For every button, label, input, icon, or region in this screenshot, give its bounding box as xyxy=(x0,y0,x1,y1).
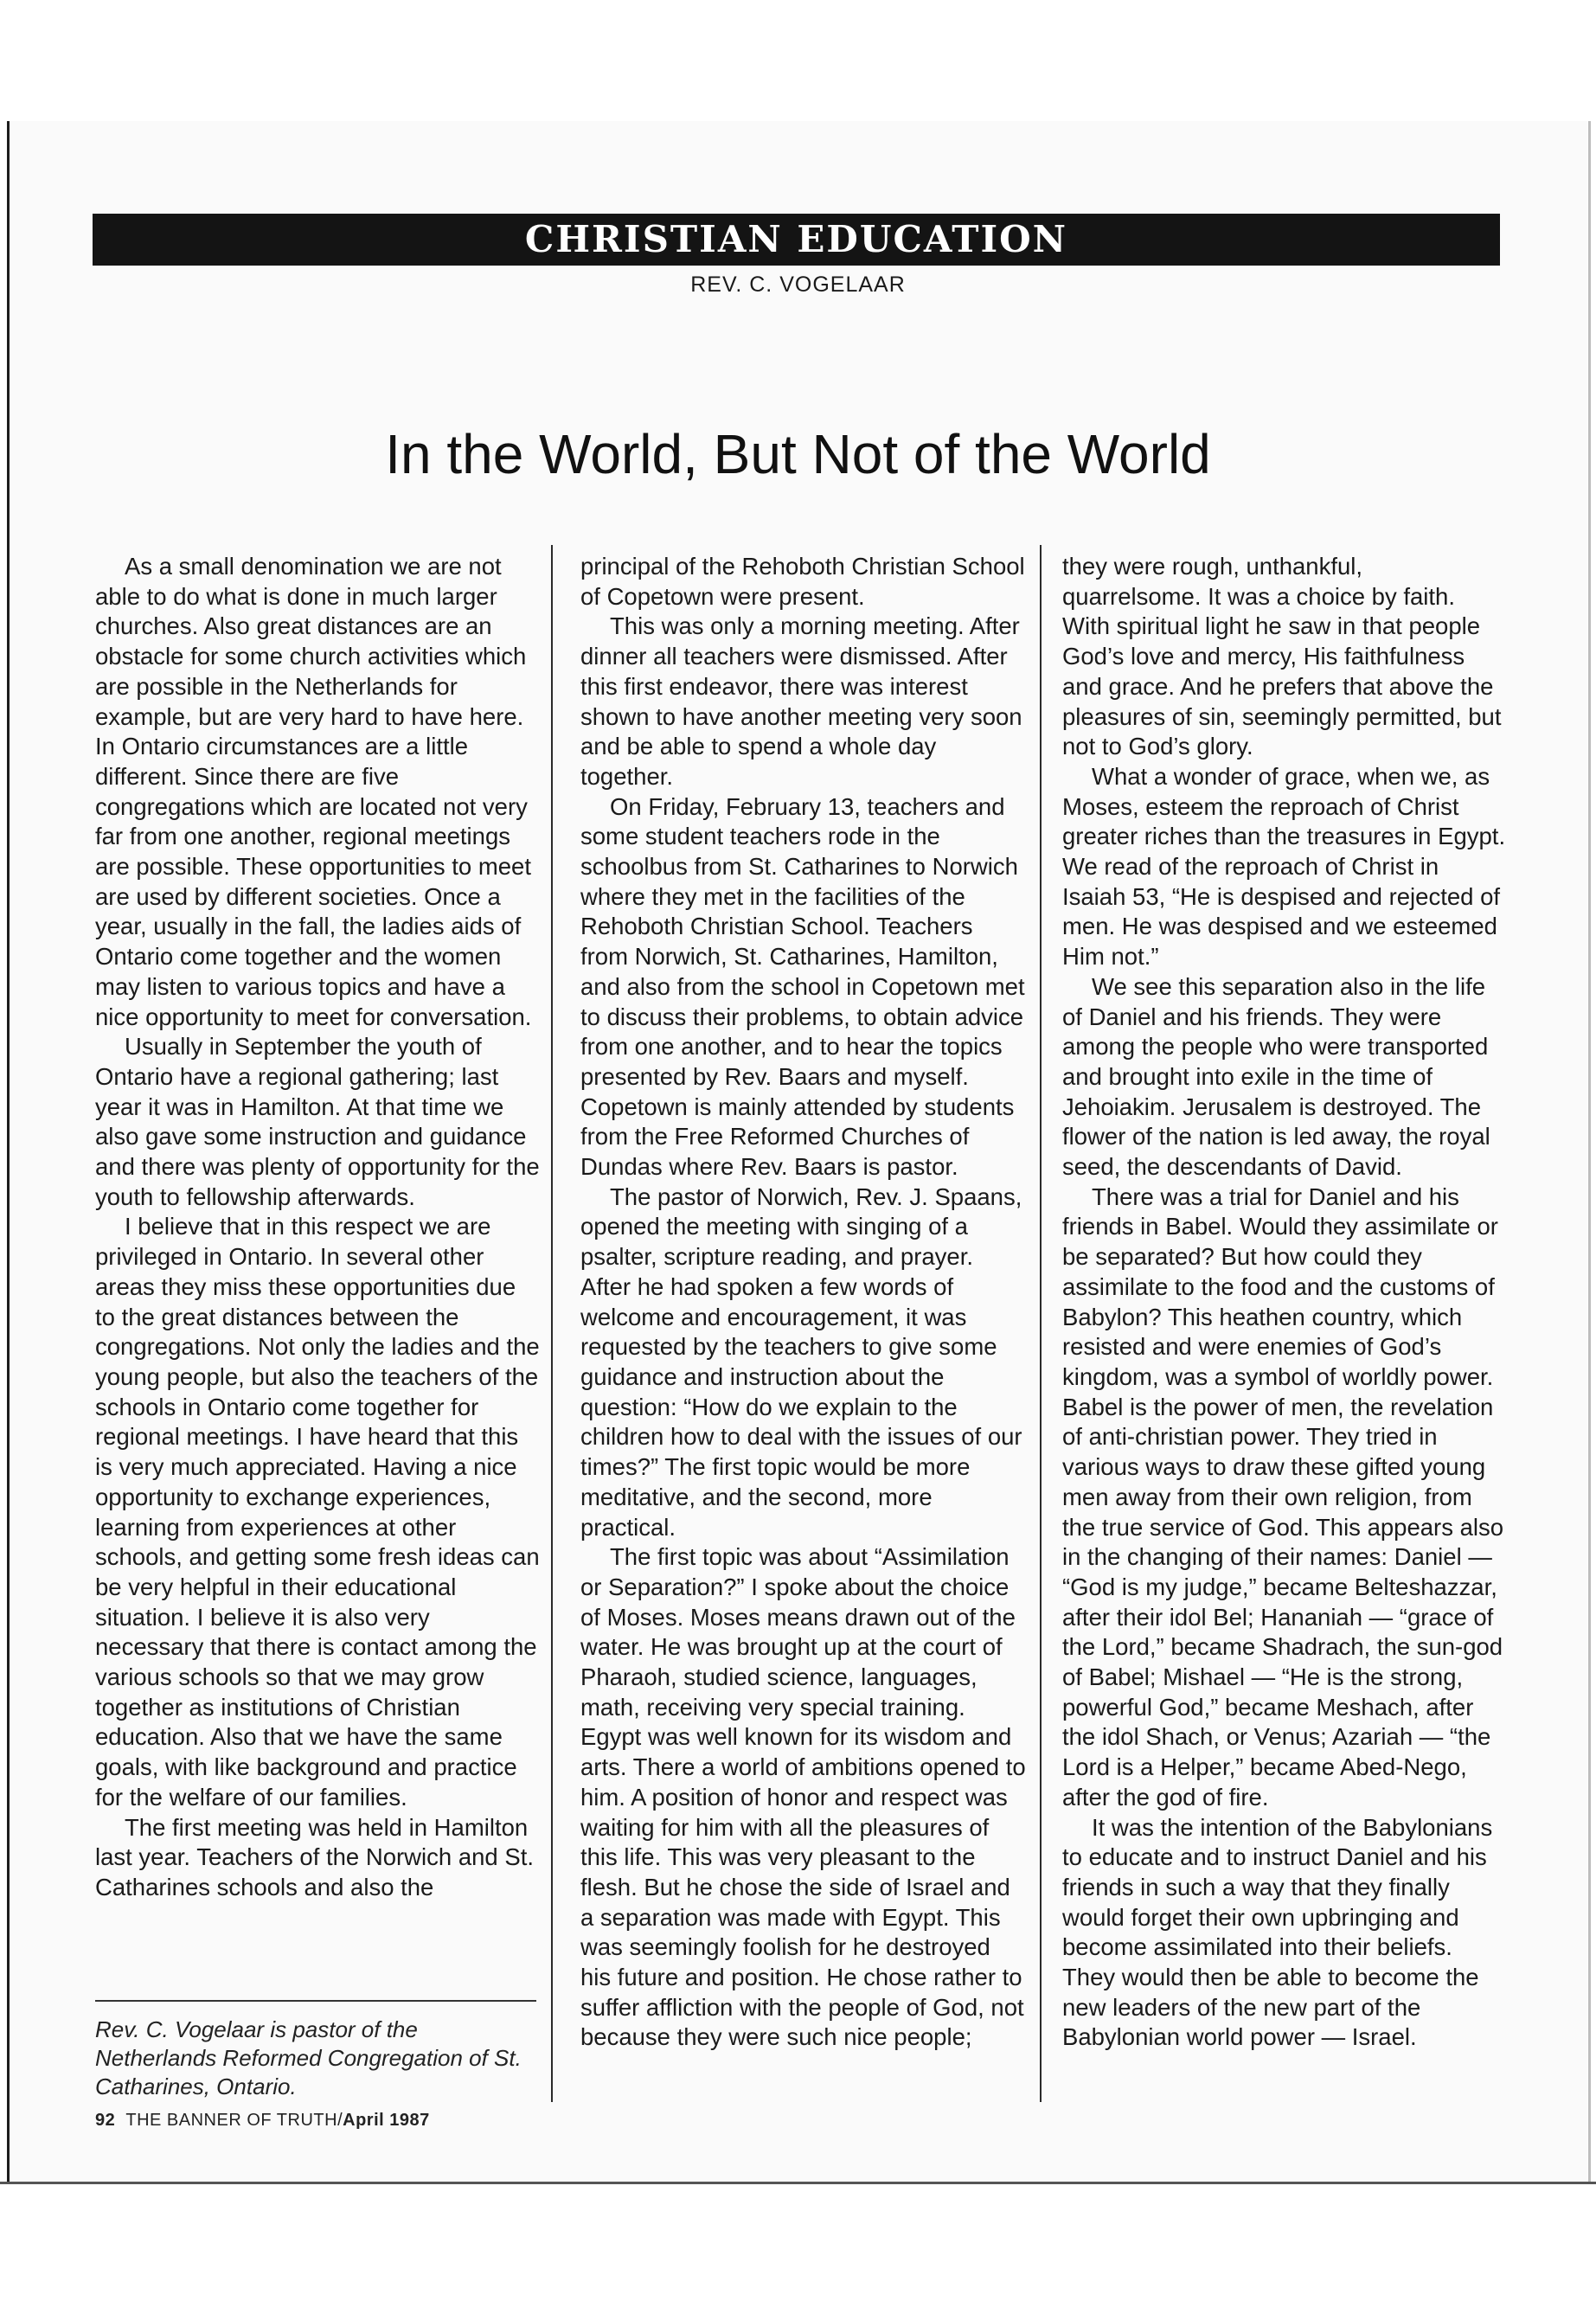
author-byline: REV. C. VOGELAAR xyxy=(690,272,906,297)
author-footnote: Rev. C. Vogelaar is pastor of the Netherlands Reformed Congregation of St. Catharines, Ontario. xyxy=(95,2016,522,2099)
page-number: 92 xyxy=(95,2111,116,2130)
column-2 xyxy=(580,552,1026,2053)
paragraph: I believe that in this respect we are privileged in Ontario. In several other areas they miss these opportunities due to the great distances between the congregations. Not only the ladies and the young people, but also the teachers of the schools in Ontario come together for regional meetings. I have heard that this is very much appreciated. Having a nice opportunity to exchange experiences, learning from experiences at other schools, and getting some fresh ideas can be very helpful in their educational situation. I believe it is also very necessary that there is contact among the various schools so that we may grow together as institutions of Christian education. Also that we have the same goals, with like background and practice for the welfare of our families. xyxy=(95,1213,540,1811)
paragraph: principal of the Rehoboth Christian School of Copetown were present. xyxy=(580,553,1025,610)
page-footer: 92 THE BANNER OF TRUTH/April 1987 xyxy=(95,2111,430,2130)
column-divider xyxy=(1040,545,1042,2102)
paragraph: This was only a morning meeting. After dinner all teachers were dismissed. After this first endeavor, there was interest shown to have another meeting very soon and be able to spend a whole day together. xyxy=(580,612,1022,790)
column-3 xyxy=(1062,552,1508,2053)
paragraph: As a small denomination we are not able to do what is done in much larger churches. Also great distances are an obstacle for some church activities which are possible in the Netherlands for example, but are very hard to have here. In Ontario circumstances are a little different. Since there are five congregations which are located not very far from one another, regional meetings are possible. These opportunities to meet are used by different societies. Once a year, usually in the fall, the ladies aids of Ontario come together and the women may listen to various topics and have a nice opportunity to meet for conversation. xyxy=(95,553,532,1030)
paragraph: Usually in September the youth of Ontario have a regional gathering; last year it was in Hamilton. At that time we also gave some instruction and guidance and there was plenty of opportunity for the youth to fellowship afterwards. xyxy=(95,1033,540,1210)
paragraph: We see this separation also in the life of Daniel and his friends. They were among the people who were transported and brought into exile in the time of Jehoiakim. Jerusalem is destroyed. The flower of the nation is led away, the royal seed, the descendants of David. xyxy=(1062,972,1490,1181)
paragraph: The pastor of Norwich, Rev. J. Spaans, opened the meeting with singing of a psalter, scripture reading, and prayer. After he had spoken a few words of welcome and encouragement, it was requested by the teachers to give some guidance and instruction about the question: “How do we explain to the children how to deal with the issues of our times?” The first topic would be more meditative, and the second, more practical. xyxy=(580,1183,1022,1541)
publication-name: THE BANNER OF TRUTH xyxy=(125,2111,338,2130)
column-1 xyxy=(95,552,541,1903)
article-title: In the World, But Not of the World xyxy=(385,423,1211,485)
paragraph: It was the intention of the Babylonians to educate and to instruct Daniel and his friends in such a way that they finally would forget their own upbringing and become assimilated into their beliefs. They would then be able to become the new leaders of the new part of the Babylonian world power — Israel. xyxy=(1062,1813,1493,2051)
issue-date: April 1987 xyxy=(343,2111,430,2130)
bottom-edge xyxy=(0,2182,1596,2184)
paragraph: What a wonder of grace, when we, as Moses, esteem the reproach of Christ greater riches than the treasures in Egypt. We read of the reproach of Christ in Isaiah 53, “He is despised and rejected of men. He was despised and we esteemed Him not.” xyxy=(1062,762,1506,971)
footnote-rule xyxy=(95,2000,536,2002)
paragraph: they were rough, unthankful, quarrelsome. It was a choice by faith. With spiritual light he saw in that people God’s love and mercy, His faithfulness and grace. And he prefers that above the pleasures of sin, seemingly permitted, but not to God’s glory. xyxy=(1062,553,1502,760)
paragraph: The first meeting was held in Hamilton last year. Teachers of the Norwich and St. Catharines schools and also the xyxy=(95,1813,534,1900)
paragraph: On Friday, February 13, teachers and some student teachers rode in the schoolbus from St. Catharines to Norwich where they met in the facilities of the Rehoboth Christian School. Teachers from Norwich, St. Catharines, Hamilton, and also from the school in Copetown met to discuss their problems, to obtain advice from one another, and to hear the topics presented by Rev. Baars and myself. Copetown is mainly attended by students from the Free Reformed Churches of Dundas where Rev. Baars is pastor. xyxy=(580,792,1025,1181)
paragraph: The first topic was about “Assimilation or Separation?” I spoke about the choice of Moses. Moses means drawn out of the water. He was brought up at the court of Pharaoh, studied science, languages, math, receiving very special training. Egypt was well known for its wisdom and arts. There a world of ambitions opened to him. A position of honor and respect was waiting for him with all the pleasures of this life. This was very pleasant to the flesh. But he chose the side of Israel and a separation was made with Egypt. This was seemingly foolish for he destroyed his future and position. He chose rather to suffer affliction with the people of God, not because they were such nice people; xyxy=(580,1543,1026,2051)
column-divider xyxy=(551,545,553,2102)
paragraph: There was a trial for Daniel and his friends in Babel. Would they assimilate or be separated? But how could they assimilate to the food and the customs of Babylon? This heathen country, which resisted and were enemies of God’s kingdom, was a symbol of worldly power. Babel is the power of men, the revelation of anti-christian power. They tried in various ways to draw these gifted young men away from their own religion, from the true service of God. This appears also in the changing of their names: Daniel — “God is my judge,” became Belteshazzar, after their idol Bel; Hananiah — “grace of the Lord,” became Shadrach, the sun-god of Babel; Mishael — “He is the strong, powerful God,” became Meshach, after the idol Shach, or Venus; Azariah — “the Lord is a Helper,” became Abed-Nego, after the god of fire. xyxy=(1062,1183,1504,1811)
section-banner: CHRISTIAN EDUCATION xyxy=(93,214,1500,266)
